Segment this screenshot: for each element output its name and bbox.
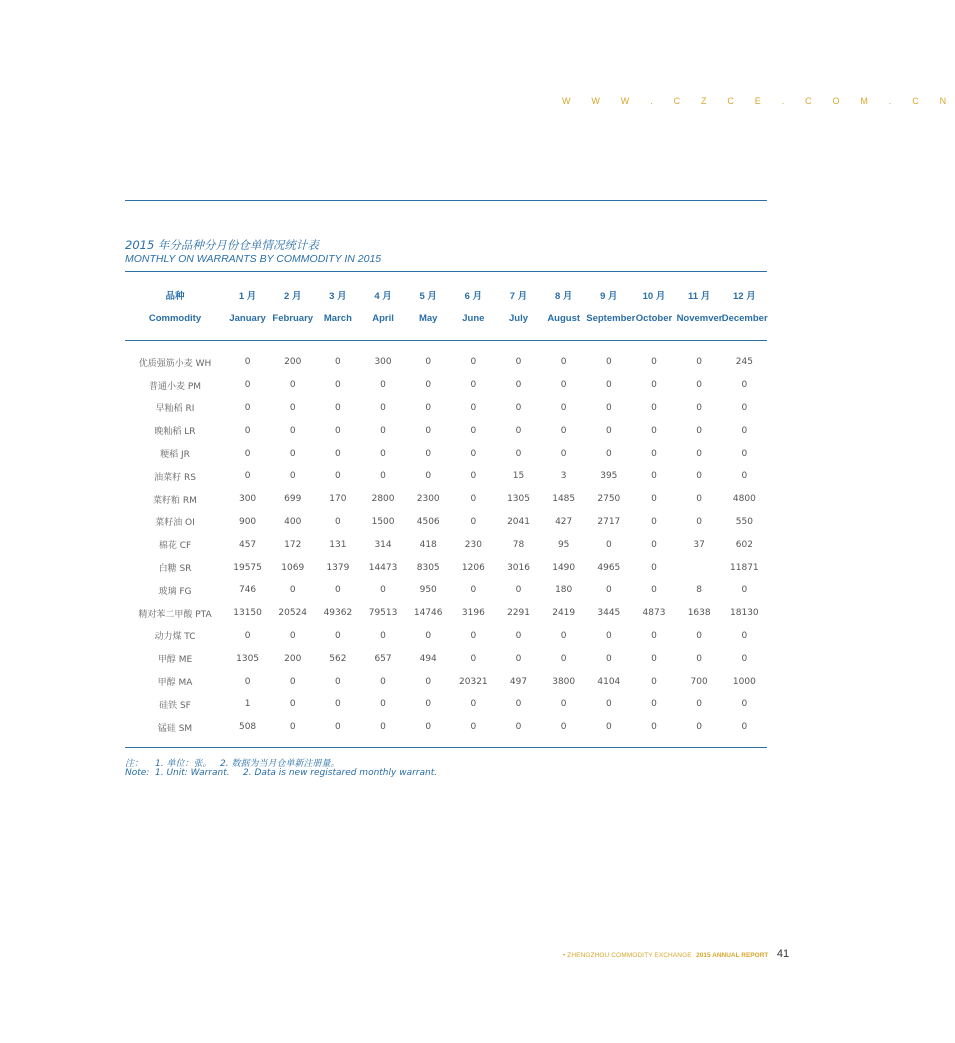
warrant-value-cell: 0 [651, 448, 657, 459]
site-url: W W W . C Z C E . C O M . C N [562, 96, 955, 106]
warrant-value-cell: 0 [741, 653, 748, 664]
warrant-value-cell: 0 [470, 471, 477, 482]
warrant-value-cell: 0 [470, 448, 477, 459]
table-row [125, 511, 767, 534]
warrant-value-cell: 602 [735, 539, 753, 550]
header-month-cn: 8 月 [554, 291, 573, 302]
warrant-value-cell: 0 [651, 699, 657, 710]
warrant-value-cell: 0 [425, 699, 432, 710]
header-commodity-cn: 品种 [165, 291, 185, 302]
warrant-value-cell: 0 [696, 516, 702, 527]
warrant-value-cell: 0 [425, 402, 432, 413]
warrant-value-cell: 1638 [687, 608, 711, 619]
commodity-name-cell: 动力煤 TC [154, 632, 196, 643]
warrant-value-cell: 0 [696, 471, 702, 482]
warrant-value-cell: 0 [696, 425, 702, 436]
warrant-value-cell: 0 [651, 402, 657, 413]
warrant-value-cell: 0 [289, 630, 296, 641]
warrant-value-cell: 746 [238, 585, 257, 596]
header-month-en: September [586, 312, 636, 324]
warrant-value-cell: 0 [425, 380, 432, 391]
warrant-value-cell: 0 [335, 380, 341, 391]
table-row [125, 602, 767, 625]
header-month-cn: 5 月 [419, 291, 437, 302]
table-body [125, 329, 767, 739]
warrant-value-cell: 0 [470, 402, 477, 413]
warrant-value-cell: 0 [335, 722, 341, 733]
warrant-value-cell: 131 [329, 539, 347, 550]
warrant-value-cell: 0 [470, 357, 477, 368]
warrant-value-cell: 1069 [281, 562, 305, 573]
warrant-value-cell: 0 [605, 357, 612, 368]
warrant-value-cell: 0 [380, 676, 386, 687]
warrant-value-cell: 0 [335, 630, 341, 641]
commodity-name-cell: 优质强筋小麦 WH [138, 358, 212, 369]
warrant-value-cell: 2717 [597, 516, 621, 527]
warrant-value-cell: 0 [470, 722, 477, 733]
table-row [125, 579, 767, 602]
warrant-value-cell: 0 [560, 402, 567, 413]
warrant-value-cell: 0 [380, 630, 386, 641]
warrant-value-cell: 0 [741, 402, 748, 413]
header-month-en: Novemver [676, 312, 723, 324]
header-row-en [125, 307, 767, 329]
warrant-value-cell: 3016 [507, 562, 530, 573]
warrant-value-cell: 395 [600, 471, 618, 482]
warrant-value-cell: 0 [244, 630, 251, 641]
warrant-value-cell: 0 [244, 402, 251, 413]
warrant-value-cell: 180 [555, 585, 573, 596]
warrant-value-cell: 0 [741, 380, 748, 391]
page-footer [563, 944, 789, 962]
warrant-value-cell: 0 [651, 585, 657, 596]
warrant-value-cell: 0 [335, 699, 341, 710]
warrant-value-cell: 1000 [732, 676, 756, 687]
warrant-value-cell: 0 [605, 722, 612, 733]
warrant-value-cell: 0 [560, 653, 567, 664]
warrant-value-cell: 494 [419, 653, 437, 664]
warrant-value-cell: 300 [374, 357, 392, 368]
warrant-value-cell: 0 [470, 380, 477, 391]
warrant-value-cell: 427 [555, 516, 573, 527]
warrant-value-cell: 0 [470, 699, 477, 710]
warrant-value-cell: 8305 [416, 562, 440, 573]
warrant-value-cell: 0 [741, 585, 748, 596]
table-title-cn: 2015 年分品种分月份仓单情况统计表 [125, 238, 319, 252]
header-month-en: April [372, 312, 394, 324]
footer-report: 2015 ANNUAL REPORT [696, 952, 769, 959]
warrant-value-cell: 0 [651, 380, 657, 391]
note-en-label: Note: [125, 768, 150, 778]
warrant-value-cell: 1490 [552, 562, 576, 573]
warrant-value-cell: 230 [464, 539, 482, 550]
warrant-value-cell: 0 [380, 448, 386, 459]
warrant-value-cell: 0 [470, 653, 477, 664]
header-month-cn: 10 月 [642, 291, 666, 302]
warrant-value-cell: 0 [335, 425, 341, 436]
header-row-cn [125, 283, 767, 307]
warrant-value-cell: 0 [696, 380, 702, 391]
warrant-value-cell: 2800 [371, 494, 395, 505]
warrant-value-cell: 497 [509, 676, 528, 687]
table-row [125, 693, 767, 716]
warrant-value-cell: 400 [284, 516, 302, 527]
warrant-value-cell: 0 [651, 516, 657, 527]
table-row [125, 625, 767, 648]
table-row [125, 556, 767, 579]
warrant-value-cell: 0 [515, 722, 522, 733]
warrant-value-cell: 0 [560, 722, 567, 733]
warrant-value-cell: 0 [289, 471, 296, 482]
warrant-value-cell: 0 [605, 585, 612, 596]
commodity-name-cell: 菜籽粕 RM [153, 495, 197, 506]
warrant-value-cell: 0 [605, 380, 612, 391]
warrant-value-cell: 0 [741, 699, 748, 710]
warrant-value-cell: 0 [244, 676, 251, 687]
warrant-value-cell: 1 [244, 699, 251, 710]
warrant-value-cell: 2291 [507, 608, 530, 619]
commodity-name-cell: 甲醇 MA [157, 678, 193, 689]
warrant-value-cell: 1379 [326, 562, 350, 573]
warrant-value-cell: 1500 [371, 516, 395, 527]
commodity-name-cell: 锰硅 SM [157, 723, 193, 734]
warrant-value-cell: 0 [651, 562, 657, 573]
header-month-cn: 4 月 [374, 291, 392, 302]
note-en [125, 768, 437, 778]
table-row [125, 465, 767, 488]
warrant-value-cell: 0 [651, 357, 657, 368]
warrant-value-cell: 0 [696, 699, 702, 710]
warrant-value-cell: 0 [289, 380, 296, 391]
warrant-value-cell: 0 [515, 699, 522, 710]
warrant-value-cell: 0 [244, 471, 251, 482]
warrant-value-cell: 0 [651, 722, 657, 733]
warrant-value-cell: 0 [696, 402, 702, 413]
warrant-value-cell: 170 [329, 494, 347, 505]
warrant-value-cell: 657 [374, 653, 392, 664]
warrant-value-cell: 0 [335, 585, 341, 596]
warrant-value-cell: 0 [605, 425, 612, 436]
header-divider [125, 340, 767, 341]
header-month-en: May [418, 312, 438, 324]
warrant-value-cell: 79513 [368, 608, 398, 619]
warrant-value-cell: 78 [512, 539, 525, 550]
warrant-value-cell: 0 [470, 585, 477, 596]
warrant-value-cell: 0 [470, 630, 477, 641]
warrant-value-cell: 0 [470, 494, 477, 505]
warrant-value-cell: 562 [329, 653, 347, 664]
table-row [125, 670, 767, 693]
header-month-cn: 12 月 [733, 291, 756, 302]
warrant-value-cell: 0 [515, 653, 522, 664]
commodity-name-cell: 棉花 CF [158, 541, 192, 552]
warrant-value-cell: 0 [289, 722, 296, 733]
warrant-value-cell: 2419 [552, 608, 576, 619]
warrant-value-cell: 4800 [732, 494, 756, 505]
warrant-value-cell: 1305 [236, 653, 260, 664]
warrant-table [125, 283, 767, 739]
warrant-value-cell: 11871 [730, 562, 759, 573]
table-row [125, 442, 767, 465]
warrant-value-cell: 3 [560, 471, 567, 482]
warrant-value-cell: 0 [515, 448, 522, 459]
warrant-value-cell: 0 [560, 448, 567, 459]
warrant-value-cell: 0 [470, 516, 477, 527]
warrant-value-cell: 14746 [413, 608, 443, 619]
warrant-value-cell: 0 [696, 722, 702, 733]
note-cn-item2: 2. 数据为当月仓单新注册量。 [220, 759, 340, 769]
warrant-value-cell: 0 [741, 471, 748, 482]
warrant-value-cell: 0 [425, 722, 432, 733]
table-row [125, 419, 767, 442]
warrant-value-cell: 0 [515, 380, 522, 391]
warrant-value-cell: 457 [238, 539, 257, 550]
header-month-en: June [462, 312, 485, 324]
table-row [125, 397, 767, 420]
warrant-value-cell: 4965 [597, 562, 621, 573]
warrant-value-cell: 0 [380, 722, 386, 733]
warrant-value-cell: 0 [605, 630, 612, 641]
warrant-value-cell: 0 [605, 653, 612, 664]
header-month-cn: 7 月 [509, 291, 528, 302]
warrant-value-cell: 0 [560, 380, 567, 391]
warrant-value-cell: 0 [380, 425, 386, 436]
header-month-cn: 1 月 [238, 291, 257, 302]
warrant-value-cell: 0 [425, 448, 432, 459]
warrant-value-cell: 0 [425, 425, 432, 436]
warrant-value-cell: 0 [335, 471, 341, 482]
warrant-value-cell: 0 [741, 630, 748, 641]
table-top-rule [125, 271, 767, 272]
header-month-en: March [323, 312, 352, 324]
warrant-value-cell: 0 [335, 357, 341, 368]
warrant-value-cell: 172 [284, 539, 302, 550]
warrant-value-cell: 0 [380, 402, 386, 413]
warrant-value-cell: 0 [515, 425, 522, 436]
warrant-value-cell: 0 [696, 494, 702, 505]
warrant-value-cell: 0 [651, 494, 657, 505]
warrant-value-cell: 0 [651, 653, 657, 664]
warrant-value-cell: 0 [515, 357, 522, 368]
header-month-en: October [635, 312, 673, 324]
warrant-value-cell: 0 [696, 653, 702, 664]
commodity-name-cell: 普通小麦 PM [148, 381, 202, 392]
warrant-value-cell: 0 [289, 425, 296, 436]
commodity-name-cell: 粳稻 JR [160, 450, 190, 461]
note-cn-item1: 1. 单位：张。 [155, 759, 212, 769]
warrant-value-cell: 314 [374, 539, 392, 550]
table-bottom-rule [125, 747, 767, 748]
warrant-value-cell: 1206 [461, 562, 485, 573]
warrant-value-cell: 0 [605, 402, 612, 413]
header-month-cn: 2 月 [284, 291, 302, 302]
warrant-value-cell: 0 [741, 425, 748, 436]
warrant-value-cell: 0 [605, 448, 612, 459]
warrant-value-cell: 0 [515, 585, 522, 596]
warrant-value-cell: 0 [515, 402, 522, 413]
header-month-en: January [229, 312, 266, 324]
warrant-value-cell: 0 [696, 357, 702, 368]
warrant-value-cell: 0 [289, 402, 296, 413]
warrant-value-cell: 14473 [368, 562, 398, 573]
commodity-name-cell: 甲醇 ME [157, 655, 193, 666]
warrant-value-cell: 0 [605, 699, 612, 710]
warrant-value-cell: 0 [560, 699, 567, 710]
warrant-value-cell: 0 [425, 676, 432, 687]
table-row [125, 716, 767, 739]
note-en-item1: 1. Unit: Warrant. [155, 768, 230, 778]
warrant-value-cell: 3196 [461, 608, 485, 619]
warrant-value-cell: 1305 [507, 494, 530, 505]
warrant-value-cell: 0 [244, 357, 251, 368]
warrant-value-cell: 0 [380, 585, 386, 596]
header-month-cn: 9 月 [600, 291, 618, 302]
warrant-value-cell: 0 [560, 357, 567, 368]
warrant-value-cell: 2750 [597, 494, 621, 505]
table-row [125, 533, 767, 556]
warrant-value-cell: 0 [244, 425, 251, 436]
warrant-value-cell: 0 [380, 699, 386, 710]
warrant-value-cell: 699 [284, 494, 302, 505]
warrant-value-cell: 0 [425, 357, 432, 368]
note-en-item2: 2. Data is new registared monthly warrant. [243, 768, 438, 778]
warrant-value-cell: 0 [560, 425, 567, 436]
warrant-value-cell: 49362 [323, 608, 353, 619]
header-month-cn: 6 月 [464, 291, 483, 302]
warrant-value-cell: 0 [741, 722, 748, 733]
warrant-value-cell: 700 [690, 676, 708, 687]
warrant-value-cell: 0 [425, 471, 432, 482]
note-cn-label: 注： [125, 759, 144, 769]
warrant-value-cell: 0 [335, 402, 341, 413]
header-month-en: August [547, 312, 581, 324]
warrant-value-cell: 508 [238, 722, 257, 733]
warrant-value-cell: 20524 [278, 608, 308, 619]
warrant-value-cell: 418 [419, 539, 437, 550]
warrant-value-cell: 0 [244, 380, 251, 391]
warrant-value-cell: 4104 [597, 676, 621, 687]
warrant-value-cell: 19575 [233, 562, 262, 573]
warrant-value-cell: 0 [335, 448, 341, 459]
header-month-en: February [272, 312, 314, 324]
commodity-name-cell: 精对苯二甲酸 PTA [138, 609, 212, 620]
header-commodity-en: Commodity [148, 312, 202, 324]
page-number: 41 [776, 948, 790, 960]
warrant-value-cell: 37 [693, 539, 705, 550]
commodity-name-cell: 油菜籽 RS [154, 472, 196, 483]
warrant-value-cell: 2041 [507, 516, 530, 527]
warrant-value-cell: 0 [289, 699, 296, 710]
warrant-value-cell: 0 [380, 380, 386, 391]
commodity-name-cell: 早籼稻 RI [155, 404, 195, 415]
warrant-value-cell: 200 [284, 653, 302, 664]
commodity-name-cell: 硅铁 SF [159, 700, 191, 711]
warrant-value-cell [677, 556, 722, 579]
warrant-value-cell: 0 [605, 539, 612, 550]
warrant-value-cell: 13150 [233, 608, 262, 619]
table-title-en: MONTHLY ON WARRANTS BY COMMODITY IN 2015 [125, 253, 382, 265]
warrant-value-cell: 0 [651, 539, 657, 550]
warrant-value-cell: 0 [244, 448, 251, 459]
warrant-value-cell: 3445 [597, 608, 621, 619]
warrant-value-cell: 0 [380, 471, 386, 482]
warrant-value-cell: 2300 [416, 494, 440, 505]
warrant-value-cell: 0 [470, 425, 477, 436]
warrant-value-cell: 0 [425, 630, 432, 641]
warrant-value-cell: 95 [557, 539, 570, 550]
commodity-name-cell: 玻璃 FG [158, 586, 192, 597]
commodity-name-cell: 菜籽油 OI [155, 518, 195, 529]
table-row [125, 351, 767, 374]
table-row [125, 488, 767, 511]
header-month-en: December [721, 312, 768, 324]
commodity-name-cell: 白糖 SR [158, 564, 192, 575]
warrant-value-cell: 0 [651, 425, 657, 436]
warrant-value-cell: 0 [696, 630, 702, 641]
warrant-value-cell: 0 [651, 676, 657, 687]
warrant-value-cell: 0 [651, 630, 657, 641]
top-divider [125, 200, 767, 201]
warrant-value-cell: 0 [515, 630, 522, 641]
warrant-value-cell: 245 [735, 357, 753, 368]
header-month-cn: 11 月 [688, 291, 711, 302]
table-row [125, 647, 767, 670]
warrant-value-cell: 900 [238, 516, 257, 527]
warrant-value-cell: 0 [741, 448, 748, 459]
warrant-value-cell: 0 [696, 448, 702, 459]
warrant-value-cell: 0 [560, 630, 567, 641]
warrant-value-cell: 0 [289, 676, 296, 687]
warrant-value-cell: 3800 [552, 676, 576, 687]
warrant-value-cell: 20321 [459, 676, 488, 687]
commodity-name-cell: 晚籼稻 LR [154, 427, 196, 438]
warrant-value-cell: 0 [335, 516, 341, 527]
warrant-value-cell: 1485 [552, 494, 576, 505]
warrant-value-cell: 200 [284, 357, 302, 368]
warrant-value-cell: 0 [335, 676, 341, 687]
table-row [125, 374, 767, 397]
warrant-value-cell: 8 [696, 585, 702, 596]
warrant-value-cell: 4873 [642, 608, 666, 619]
header-month-cn: 3 月 [329, 291, 347, 302]
footer-brand: • ZHENGZHOU COMMODITY EXCHANGE [563, 952, 692, 959]
warrant-value-cell: 18130 [730, 608, 759, 619]
warrant-value-cell: 550 [735, 516, 753, 527]
warrant-value-cell: 4506 [416, 516, 440, 527]
warrant-value-cell: 300 [238, 494, 257, 505]
header-month-en: July [509, 312, 529, 324]
warrant-value-cell: 0 [289, 585, 296, 596]
warrant-value-cell: 950 [419, 585, 437, 596]
warrant-value-cell: 0 [651, 471, 657, 482]
warrant-value-cell: 0 [289, 448, 296, 459]
warrant-value-cell: 15 [512, 471, 525, 482]
